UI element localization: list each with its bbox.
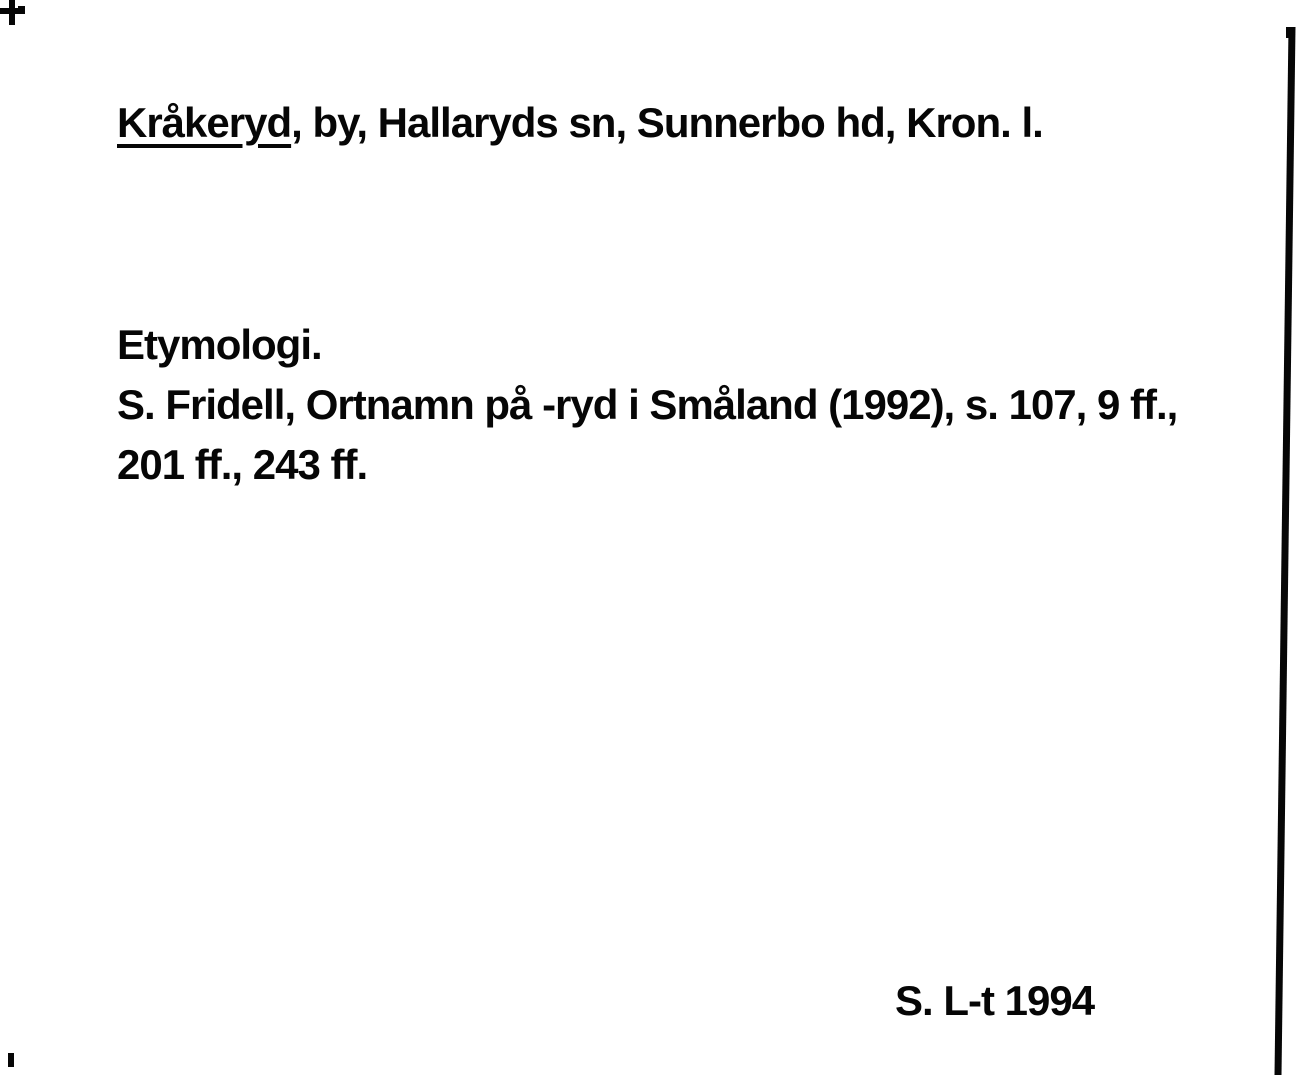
- etymology-reference-line-2: 201 ff., 243 ff.: [117, 441, 368, 488]
- signature: S. L-t 1994: [895, 977, 1095, 1024]
- etymology-section: [117, 315, 1177, 495]
- place-details: , by, Hallaryds sn, Sunnerbo hd, Kron. l.: [291, 99, 1043, 146]
- etymology-label: Etymologi.: [117, 321, 322, 368]
- entry-heading: [117, 99, 1043, 147]
- registration-cross-icon: [0, 0, 34, 30]
- etymology-reference-line-1: S. Fridell, Ortnamn på -ryd i Småland (1992), s. 107, 9 ff.,: [117, 381, 1178, 428]
- place-name: Kråkeryd: [117, 99, 292, 146]
- ink-speck-icon: [8, 1053, 14, 1067]
